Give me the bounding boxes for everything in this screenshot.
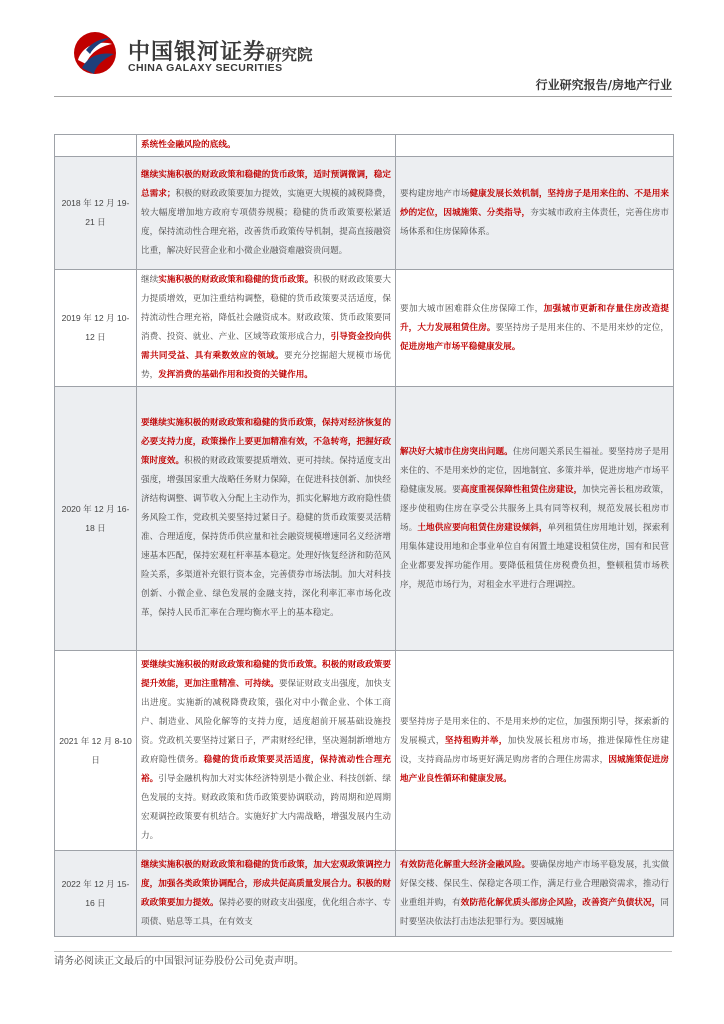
policy-table-body bbox=[55, 135, 674, 937]
real-estate-policy-cell bbox=[396, 157, 674, 270]
highlighted-text: 系统性金融风险的底线。 bbox=[141, 140, 236, 150]
table-row bbox=[55, 387, 674, 651]
body-text: 积极的财政政策要大力提质增效，更加注重结构调整，稳健的货币政策要灵活适度，保持流动性合理充裕，降低社会融资成本。财政政策、货币政策要同消费、投资、就业、产业、区域等政策形成合力， bbox=[141, 275, 391, 342]
body-text: 继续 bbox=[141, 275, 159, 285]
meeting-date-cell bbox=[55, 851, 137, 937]
fiscal-monetary-policy-cell bbox=[137, 135, 396, 157]
real-estate-policy-cell bbox=[396, 651, 674, 851]
body-text: 要充分挖掘超大规模市场优势， bbox=[141, 351, 391, 380]
page-header bbox=[0, 0, 724, 100]
highlighted-text: 稳健的货币政策要灵活适度，保持流动性合理充裕。 bbox=[141, 754, 391, 784]
highlighted-text: 要继续实施积极的财政政策和稳健的货币政策，保持对经济恢复的必要支持力度，政策操作上要更加精准有效，不急转弯，把握好政策时度效。 bbox=[141, 418, 391, 466]
real-estate-policy-cell bbox=[396, 851, 674, 937]
body-text: 要确保房地产市场平稳发展，扎实做好保交楼、保民生、保稳定各项工作，满足行业合理融资需求，推动行业重组并购，有 bbox=[400, 859, 669, 908]
real-estate-policy-cell bbox=[396, 135, 674, 157]
body-text: 要坚持房子是用来住的、不是用来炒的定位， bbox=[495, 322, 669, 333]
table-row bbox=[55, 651, 674, 851]
fiscal-monetary-policy-cell bbox=[137, 387, 396, 651]
meeting-date-cell bbox=[55, 157, 137, 270]
real-estate-policy-cell bbox=[396, 270, 674, 387]
body-text: 积极的财政政策要提质增效、更可持续。保持适度支出强度，增强国家重大战略任务财力保障，在促进科技创新、加快经济结构调整、调节收入分配上主动作为，抓实化解地方政府隐性债务风险工作，党政机关要坚持过紧日子。稳健的货币政策要灵活精准、合理适度，保持货币供应量和社会融资规模增速同名义经济增速基本匹配，保持宏观杠杆率基本稳定。处理好恢复经济和防范风险关系，多渠道补充银行资本金，完善债券市场法制。加大对科技创新、小微企业、绿色发展的金融支持，深化利率汇率市场化改革，保持人民币汇率在合理均衡水平上的基本稳定。 bbox=[141, 456, 391, 618]
body-text: 要加大城市困难群众住房保障工作， bbox=[400, 303, 544, 314]
highlighted-text: 发挥消费的基础作用和投资的关键作用。 bbox=[158, 370, 313, 380]
report-type: 行业研究报告/房地产行业 bbox=[535, 78, 672, 92]
body-text: 同时要坚决依法打击违法犯罪行为。要因城施 bbox=[400, 897, 669, 927]
body-text: 积极的财政政策要加力提效，实施更大规模的减税降费，较大幅度增加地方政府专项债券规模；稳健的货币政策要松紧适度，保持流动性合理充裕，改善货币政策传导机制，提高直接融资比重，解决好民营企业和小微企业融资难融资贵问题。 bbox=[141, 188, 391, 256]
body-text: 引导金融机构加大对实体经济特别是小微企业、科技创新、绿色发展的支持。财政政策和货币政策要协调联动，跨周期和逆周期宏观调控政策要有机结合。实施好扩大内需战略，增强发展内生动力。 bbox=[141, 773, 391, 841]
table-row bbox=[55, 135, 674, 157]
meeting-date: 2019 年 12 月 10-12 日 bbox=[61, 313, 130, 342]
highlighted-text: 坚持租购并举， bbox=[444, 735, 508, 746]
footer-disclaimer: 请务必阅读正文最后的中国银河证券股份公司免责声明。 bbox=[54, 956, 304, 967]
meeting-date-cell bbox=[55, 270, 137, 387]
meeting-date-cell bbox=[55, 135, 137, 157]
meeting-date: 2021 年 12 月 8-10 日 bbox=[59, 735, 132, 765]
table-row bbox=[55, 270, 674, 387]
highlighted-text: 有效防范化解重大经济金融风险。 bbox=[400, 859, 531, 870]
body-text: 加快完善长租房政策，逐步使租购住房在享受公共服务上具有同等权利，规范发展长租房市场。 bbox=[400, 484, 669, 533]
highlighted-text: 继续实施积极的财政政策和稳健的货币政策，适时预调微调，稳定总需求； bbox=[141, 169, 391, 199]
meeting-date-cell bbox=[55, 387, 137, 651]
highlighted-text: 实施积极的财政政策和稳健的货币政策。 bbox=[158, 275, 314, 285]
highlighted-text: 健康发展长效机制，坚持房子是用来住的、不是用来炒的定位，因城施策、分类指导， bbox=[400, 188, 669, 218]
meeting-date: 2018 年 12 月 19-21 日 bbox=[61, 198, 130, 227]
highlighted-text: 高度重视保障性租赁住房建设， bbox=[460, 484, 583, 495]
galaxy-swirl-logo-icon bbox=[72, 30, 118, 76]
highlighted-text: 促进房地产市场平稳健康发展。 bbox=[400, 341, 521, 352]
fiscal-monetary-policy-cell bbox=[137, 651, 396, 851]
meeting-date-cell bbox=[55, 651, 137, 851]
table-row bbox=[55, 851, 674, 937]
fiscal-monetary-policy-cell bbox=[137, 157, 396, 270]
table-row bbox=[55, 157, 674, 270]
highlighted-text: 因城施策促进房地产业良性循环和健康发展。 bbox=[400, 754, 669, 784]
meeting-date: 2020 年 12 月 16-18 日 bbox=[61, 503, 130, 533]
policy-table bbox=[54, 134, 674, 937]
body-text: 要构建 bbox=[400, 188, 427, 199]
body-text: 保持必要的财政支出强度，优化组合赤字、专项债、贴息等工具，在有效支 bbox=[141, 897, 391, 927]
body-text: 夯实城市政府主体责任，完善住房市场体系和住房保障体系。 bbox=[400, 207, 669, 237]
real-estate-policy-cell bbox=[396, 387, 674, 651]
highlighted-text: 土地供应要向租赁住房建设倾斜， bbox=[417, 522, 548, 533]
highlighted-text: 解决好大城市住房突出问题。 bbox=[400, 446, 513, 457]
fiscal-monetary-policy-cell bbox=[137, 270, 396, 387]
highlighted-text: 效防范化解优质头部房企风险，改善资产负债状况， bbox=[460, 897, 661, 908]
brand-name-cn: 中国银河证券 bbox=[128, 40, 267, 65]
highlighted-text: 加强城市更新和存量住房改造提升，大力发展租赁住房。 bbox=[400, 303, 669, 333]
body-text: 房地产市场 bbox=[426, 188, 470, 199]
body-text: 加快发展长租房市场，推进保障性住房建设，支持商品房市场更好满足购房者的合理住房需求， bbox=[400, 735, 669, 765]
brand-institute: 研究院 bbox=[266, 46, 313, 64]
meeting-date: 2022 年 12 月 15-16 日 bbox=[61, 878, 130, 908]
body-text: 住房问题关系民生福祉。要坚持房子是用来住的、不是用来炒的定位，因地制宜、多策并举，促进房地产市场平稳健康发展。要 bbox=[400, 446, 669, 495]
fiscal-monetary-policy-cell bbox=[137, 851, 396, 937]
header-divider bbox=[54, 96, 672, 97]
body-text: 要坚持房子是用来住的、不是用来炒的定位，加强预期引导，探索新的发展模式， bbox=[400, 716, 669, 746]
highlighted-text: 引导资金投向供需共同受益、具有乘数效应的领域。 bbox=[141, 332, 391, 361]
body-text: 要保证财政支出强度，加快支出进度。实施新的减税降费政策，强化对中小微企业、个体工商户、制造业、风险化解等的支持力度，适度超前开展基础设施投资。党政机关要坚持过紧日子，严肃财经纪律，坚决遏制新增地方政府隐性债务。 bbox=[141, 678, 391, 765]
highlighted-text: 继续实施积极的财政政策和稳健的货币政策，加大宏观政策调控力度，加强各类政策协调配合，形成共促高质量发展合力。积极的财政政策要加力提效。 bbox=[141, 859, 391, 908]
brand-name-en: CHINA GALAXY SECURITIES bbox=[128, 62, 283, 74]
body-text: 单列租赁住房用地计划，探索利用集体建设用地和企事业单位自有闲置土地建设租赁住房，国有和民营企业都要发挥功能作用。要降低租赁住房税费负担，整顿租赁市场秩序，规范市场行为，对租金水平进行合理调控。 bbox=[400, 522, 669, 590]
highlighted-text: 要继续实施积极的财政政策和稳健的货币政策。积极的财政政策要提升效能，更加注重精准、可持续。 bbox=[141, 659, 391, 689]
